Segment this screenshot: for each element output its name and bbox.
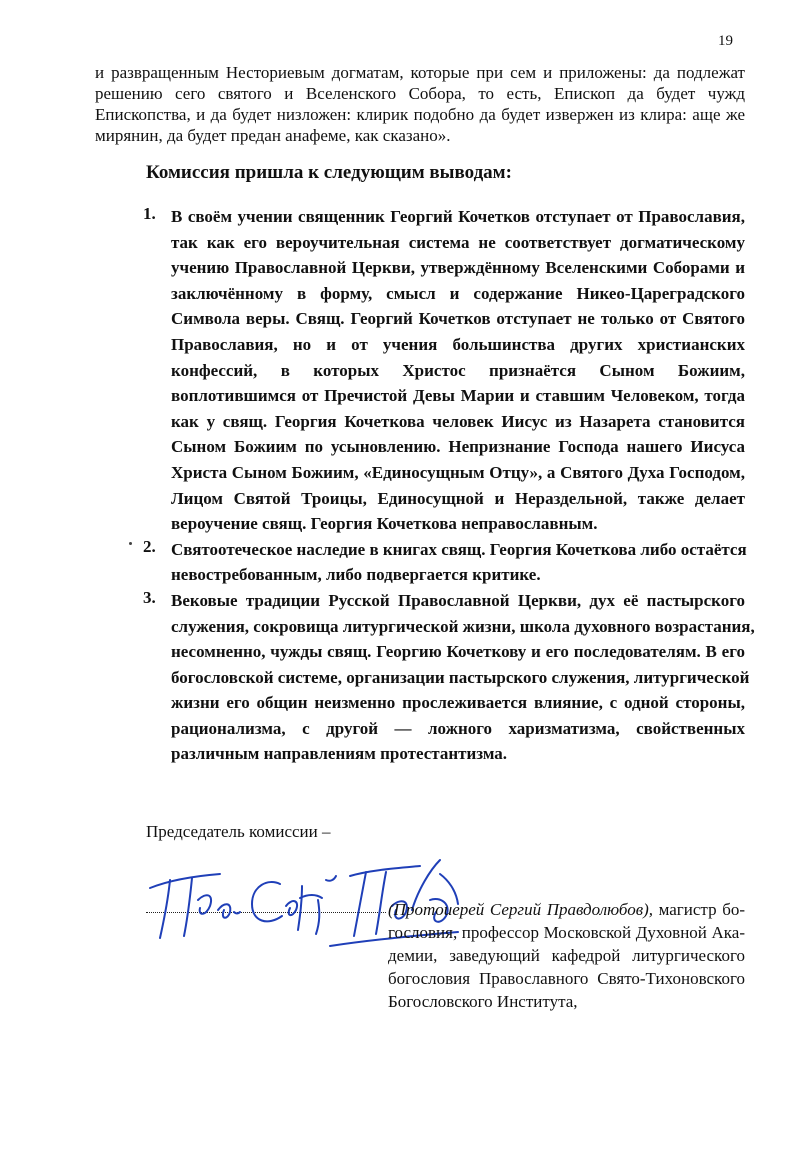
text-line: учению Православной Церкви, утверждённому Вселенскими Соборами и <box>171 258 745 278</box>
text-line: решению сего святого и Вселенского Собора, то есть, Епископ да будет чужд <box>95 84 745 103</box>
conclusion-number: 1. <box>143 204 156 223</box>
intro-paragraph <box>95 62 745 146</box>
text-line: заключённому в форму, смысл и содержание Никео-Цареградского <box>171 283 745 303</box>
text-line: невостребованным, либо подвергается критике. <box>171 565 541 585</box>
conclusion-number: 2. <box>143 536 156 556</box>
text-line: конфессий, в которых Христос признаётся Сыном Божиим, <box>171 360 745 380</box>
scan-speck <box>129 542 132 545</box>
conclusion-number: 3. <box>143 587 156 607</box>
text-line: Лицом Святой Троицы, Единосущной и Нераздельной, также делает <box>171 488 745 508</box>
text-line: и развращенным Несториевым догматам, которые при сем и приложены: да подлежат <box>95 63 745 82</box>
text-line: так как его вероучительная система не соответствует догматическому <box>171 232 745 252</box>
text-line: Символа веры. Свящ. Георгий Кочетков отступает не только от Святого <box>171 309 745 329</box>
conclusion-item <box>95 537 745 588</box>
text-line: Епископства, и да будет низложен: клирик подобно да будет извержен из клира: аще же <box>95 105 745 124</box>
text-line: жизни его общин неизменно прослеживается влияние, с одной стороны, <box>171 693 745 713</box>
text-line: гословия, профессор Московской Духовной Ака- <box>388 923 745 942</box>
text-line: богословской системе, организации пастырского служения, литургической <box>171 667 750 687</box>
signatory-name: (Протоиерей Сергий Правдолюбов), <box>388 900 653 919</box>
text-line: Вековые традиции Русской Православной Церкви, дух её пастырского <box>171 590 745 610</box>
text-line: Православия, но и от учения большинства других христианских <box>171 334 745 354</box>
page-number: 19 <box>718 33 733 49</box>
chairman-label: Председатель комиссии – <box>146 822 331 841</box>
text-line: демии, заведующий кафедрой литургического <box>388 946 745 965</box>
text-line: Святоотеческое наследие в книгах свящ. Георгия Кочеткова либо остаётся <box>171 539 747 559</box>
text-line: богословия Православного Свято-Тихоновского <box>388 969 745 988</box>
text-line: рационализма, с другой — ложного харизматизма, свойственных <box>171 718 745 738</box>
conclusions-heading: Комиссия пришла к следующим выводам: <box>146 162 512 183</box>
text-line: различным направлениям протестантизма. <box>171 744 508 764</box>
text-line: служения, сокровища литургической жизни, школа духовного возрастания, <box>171 616 755 636</box>
conclusions-list <box>95 204 755 767</box>
text-line <box>388 898 745 921</box>
text-line: Христа Сыном Божиим, «Единосущным Отцу», а Святого Духа Господом, <box>171 462 745 482</box>
text-line: воплотившимся от Пречистой Девы Марии и ставшим Человеком, тогда <box>171 386 745 406</box>
text-line: В своём учении священник Георгий Кочетков отступает от Православия, <box>171 207 745 226</box>
text-line: Богословского Института, <box>388 992 578 1011</box>
conclusion-item <box>95 587 755 767</box>
text-line: несомненно, чужды свящ. Георгию Кочеткову и его последователям. В его <box>171 642 745 662</box>
conclusion-item <box>95 204 745 537</box>
text-line: Сыном Божиим по усыновлению. Непризнание Господа нашего Иисуса <box>171 437 745 457</box>
signatory-title-start: магистр бо- <box>653 900 745 919</box>
text-line: мирянин, да будет предан анафеме, как сказано». <box>95 126 451 145</box>
text-line: вероучение свящ. Георгия Кочеткова неправославным. <box>171 514 598 534</box>
signatory-block <box>388 898 745 1013</box>
text-line: как у свящ. Георгия Кочеткова человек Иисус из Назарета становится <box>171 411 745 431</box>
